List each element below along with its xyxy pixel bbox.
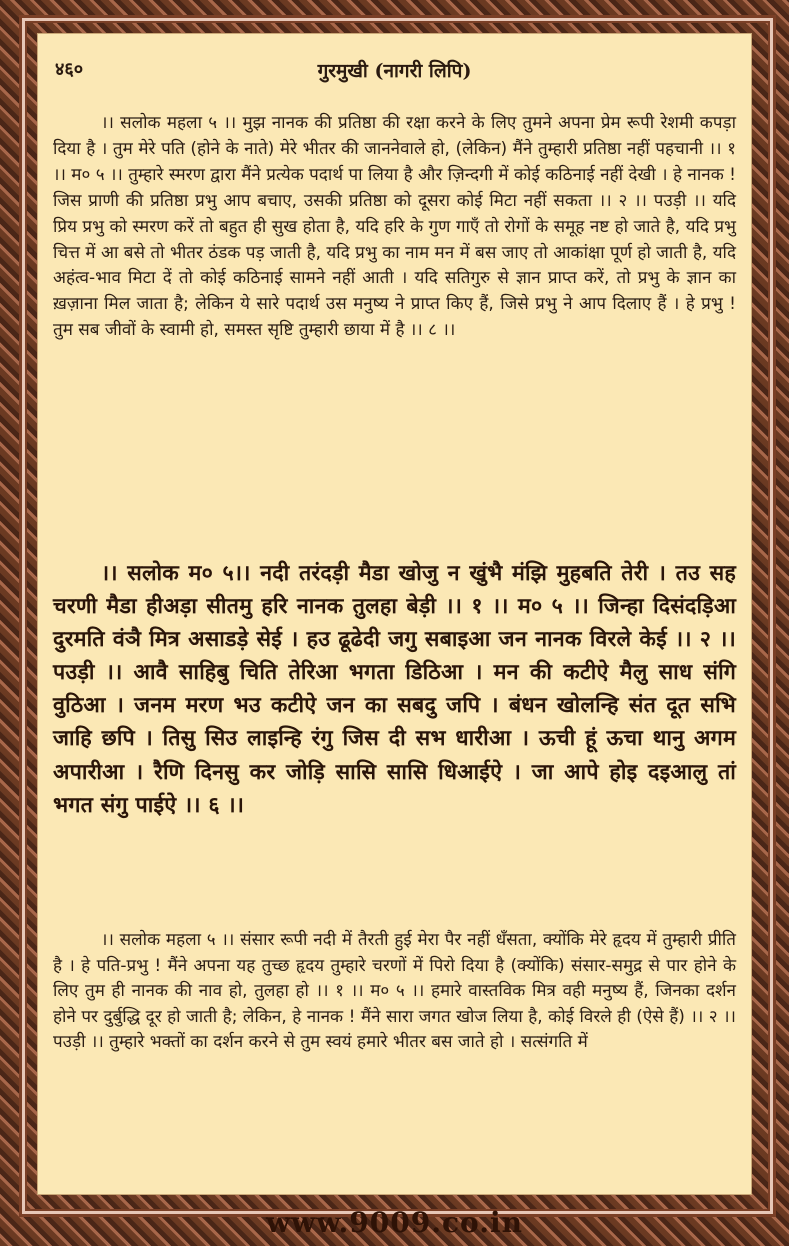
gurmukhi-verse-paragraph: ।। सलोक म० ५।। नदी तरंदड़ी मैडा खोजु न खुंभै मंझि मुहबति तेरी । तउ सह चरणी मैडा हीअड़ा सीतमु हरि नानक तुलहा बेड़ी ।। १ ।। म० ५ ।। जिन्हा दिसंदड़िआ दुरमति वंञै मित्र असाडड़े सेई । हउ ढूढेदी जगु सबाइआ जन नानक विरले केई ।। २ ।। पउड़ी ।। आवै साहिबु चिति तेरिआ भगता डिठिआ । मन की कटीऐ मैलु साध संगि वुठिआ । जनम मरण भउ कटीऐ जन का सबदु जपि । बंधन खोलन्हि संत दूत सभि जाहि छपि । तिसु सिउ लाइन्हि रंगु जिस दी सभ धारीआ । ऊची हूं ऊचा थानु अगम अपारीआ । रैणि दिनसु कर जोड़ि सासि सासि धिआईऐ । जा आपे होइ दइआलु तां भगत संगु पाईऐ ।। ६ ।। — [53, 561, 736, 818]
page-number: ४६० — [55, 59, 84, 80]
translation-paragraph: ।। सलोक महला ५ ।। संसार रूपी नदी में तैरती हुई मेरा पैर नहीं धँसता, क्योंकि मेरे हृदय में तुम्हारी प्रीति है । हे पति-प्रभु ! मैंने अपना यह तुच्छ हृदय तुम्हारे चरणों में पिरो दिया है (क्योंकि) संसार-समुद्र से पार होने के लिए तुम ही नानक की नाव हो, तुलहा हो ।। १ ।। म० ५ ।। हमारे वास्तविक मित्र वही मनुष्य हैं, जिनका दर्शन होने पर दुर्बुद्धि दूर हो जाती है; लेकिन, हे नानक ! मैंने सारा जगत खोज लिया है, कोई विरले ही (ऐसे हैं) ।। २ ।। पउड़ी ।। तुम्हारे भक्तों का दर्शन करने से तुम स्वयं हमारे भीतर बस जाते हो । सत्संगति में — [53, 930, 736, 1052]
translation-paragraph: ।। सलोक महला ५ ।। मुझ नानक की प्रतिष्ठा की रक्षा करने के लिए तुमने अपना प्रेम रूपी रेशमी कपड़ा दिया है । तुम मेरे पति (होने के नाते) मेरे भीतर की जाननेवाले हो, (लेकिन) मैंने तुम्हारी प्रतिष्ठा नहीं पहचानी ।। १ ।। म० ५ ।। तुम्हारे स्मरण द्वारा मैंने प्रत्येक पदार्थ पा लिया है और ज़िन्दगी में कोई कठिनाई नहीं देखी । हे नानक ! जिस प्राणी की प्रतिष्ठा प्रभु आप बचाए, उसकी प्रतिष्ठा को दूसरा कोई मिटा नहीं सकता ।। २ ।। पउड़ी ।। यदि प्रिय प्रभु को स्मरण करें तो बहुत ही सुख होता है, यदि हरि के गुण गाएँ तो रोगों के समूह नष्ट हो जाते है, यदि प्रभु चित्त में आ बसे तो भीतर ठंडक पड़ जाती है, यदि प्रभु का नाम मन में बस जाए तो आकांक्षा पूर्ण हो जाती है, यदि अहंत्व-भाव मिटा दें तो कोई कठिनाई सामने नहीं आती । यदि सतिगुरु से ज्ञान प्राप्त करें, तो प्रभु के ज्ञान का ख़ज़ाना मिल जाता है; लेकिन ये सारे पदार्थ उस मनुष्य ने प्राप्त किए हैं, जिसे प्रभु ने आप दिलाए हैं । हे प्रभु ! तुम सब जीवों के स्वामी हो, समस्त सृष्टि तुम्हारी छाया में है ।। ८ ।। — [53, 113, 736, 341]
website-watermark: www.9009.co.in — [266, 1206, 523, 1239]
book-page — [37, 33, 752, 1195]
page-title: गुरमुखी (नागरी लिपि) — [317, 60, 472, 82]
page-header — [37, 57, 752, 83]
